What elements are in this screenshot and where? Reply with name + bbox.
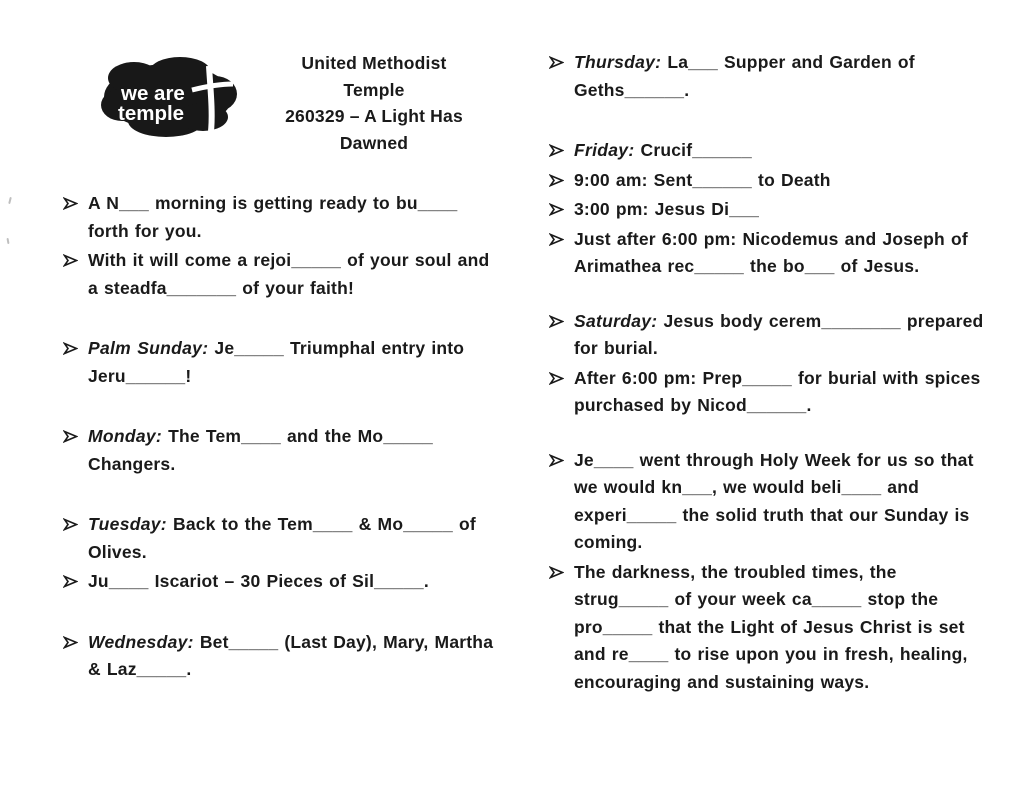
item-text [574, 226, 997, 281]
bullet-arrow-icon [63, 342, 79, 355]
day-label: Friday: [574, 140, 635, 160]
item-body: Back to the Tem____ & Mo_____ of Olives. [88, 514, 476, 562]
logo-text-line1: we are [121, 82, 185, 105]
day-label: Wednesday: [88, 631, 194, 652]
page-title [258, 50, 490, 156]
list-item [63, 629, 495, 684]
item-text [88, 335, 495, 390]
bullet-arrow-icon [549, 315, 565, 328]
list-item [549, 49, 997, 104]
item-text [574, 49, 997, 104]
bullet-arrow-icon [549, 203, 565, 216]
item-body: Ju____ Iscariot – 30 Pieces of Sil_____. [88, 571, 429, 591]
item-body: Just after 6:00 pm: Nicodemus and Joseph of Arimathea rec_____ the bo___ of Jesus. [574, 228, 968, 276]
item-body: Crucif______ [634, 140, 752, 160]
bullet-arrow-icon [63, 636, 79, 649]
day-label: Tuesday: [88, 514, 167, 534]
list-item [63, 568, 495, 596]
item-text [574, 167, 997, 195]
day-label: Palm Sunday: [88, 338, 209, 358]
scan-mark [6, 238, 9, 244]
bullet-arrow-icon [549, 566, 565, 579]
item-body: The Tem____ and the Mo_____ Changers. [88, 426, 433, 474]
left-column [63, 188, 495, 684]
list-item [549, 137, 997, 165]
list-item [63, 335, 495, 390]
item-text [88, 423, 495, 478]
item-body: The darkness, the troubled times, the strug_____ of your week ca_____ stop the pro_____ that the Light of Jesus Christ is set and re____ to rise upon you in fresh, healing, encouraging and sustaining ways. [574, 561, 968, 692]
list-item [63, 247, 495, 302]
sermon-code-title: 260329 – A Light Has [285, 106, 463, 126]
item-text [574, 447, 997, 557]
bullet-arrow-icon [549, 144, 565, 157]
item-body: 9:00 am: Sent______ to Death [574, 169, 831, 190]
item-text [88, 629, 495, 684]
list-item [549, 365, 997, 420]
item-text [574, 196, 997, 224]
list-item [549, 226, 997, 281]
list-item [549, 308, 997, 363]
item-text [574, 559, 997, 697]
item-text [88, 568, 495, 596]
list-item [549, 447, 997, 557]
list-item [549, 559, 997, 697]
bullet-arrow-icon [63, 430, 79, 443]
day-label: Saturday: [574, 310, 658, 331]
list-item [63, 511, 495, 566]
item-text [88, 190, 495, 245]
right-column [549, 47, 997, 696]
org-name-line1: United Methodist [301, 53, 447, 73]
logo-text-line2: temple [118, 102, 185, 125]
org-name-line2: Temple [343, 79, 405, 100]
list-item [63, 423, 495, 478]
bullet-arrow-icon [549, 174, 565, 187]
item-text [88, 247, 495, 302]
item-body: La___ Supper and Garden of Geths______. [574, 52, 915, 100]
bullet-arrow-icon [549, 56, 565, 69]
sermon-title-line2: Dawned [339, 132, 409, 153]
day-label: Monday: [88, 426, 163, 446]
item-body: Je_____ Triumphal entry into Jeru______! [88, 338, 465, 386]
day-label: Thursday: [574, 52, 662, 72]
item-text [574, 365, 997, 420]
bullet-arrow-icon [63, 197, 79, 210]
list-item [549, 167, 997, 195]
bullet-arrow-icon [549, 233, 565, 246]
item-text [574, 308, 997, 363]
bullet-arrow-icon [63, 575, 79, 588]
list-item [63, 190, 495, 245]
item-text [88, 511, 495, 566]
scan-mark [8, 197, 12, 204]
bullet-arrow-icon [549, 372, 565, 385]
list-item [549, 196, 997, 224]
item-body: With it will come a rejoi_____ of your soul and a steadfa_______ of your faith! [88, 250, 490, 298]
item-body: 3:00 pm: Jesus Di___ [574, 199, 760, 219]
bullet-arrow-icon [63, 254, 79, 267]
item-body: Je____ went through Holy Week for us so that we would kn___, we would beli____ and experi_____ the solid truth that our Sunday is coming. [574, 449, 974, 552]
item-body: After 6:00 pm: Prep_____ for burial with spices purchased by Nicod______. [574, 367, 981, 415]
item-text [574, 137, 997, 165]
logo-blob-icon [96, 50, 242, 144]
item-body: Bet_____ (Last Day), Mary, Martha & Laz_____. [88, 631, 494, 679]
we-are-temple-logo [96, 50, 242, 144]
item-body: Jesus body cerem________ prepared for burial. [574, 310, 984, 358]
bullet-arrow-icon [63, 518, 79, 531]
item-body: A N___ morning is getting ready to bu____ forth for you. [88, 193, 458, 241]
bullet-arrow-icon [549, 454, 565, 467]
